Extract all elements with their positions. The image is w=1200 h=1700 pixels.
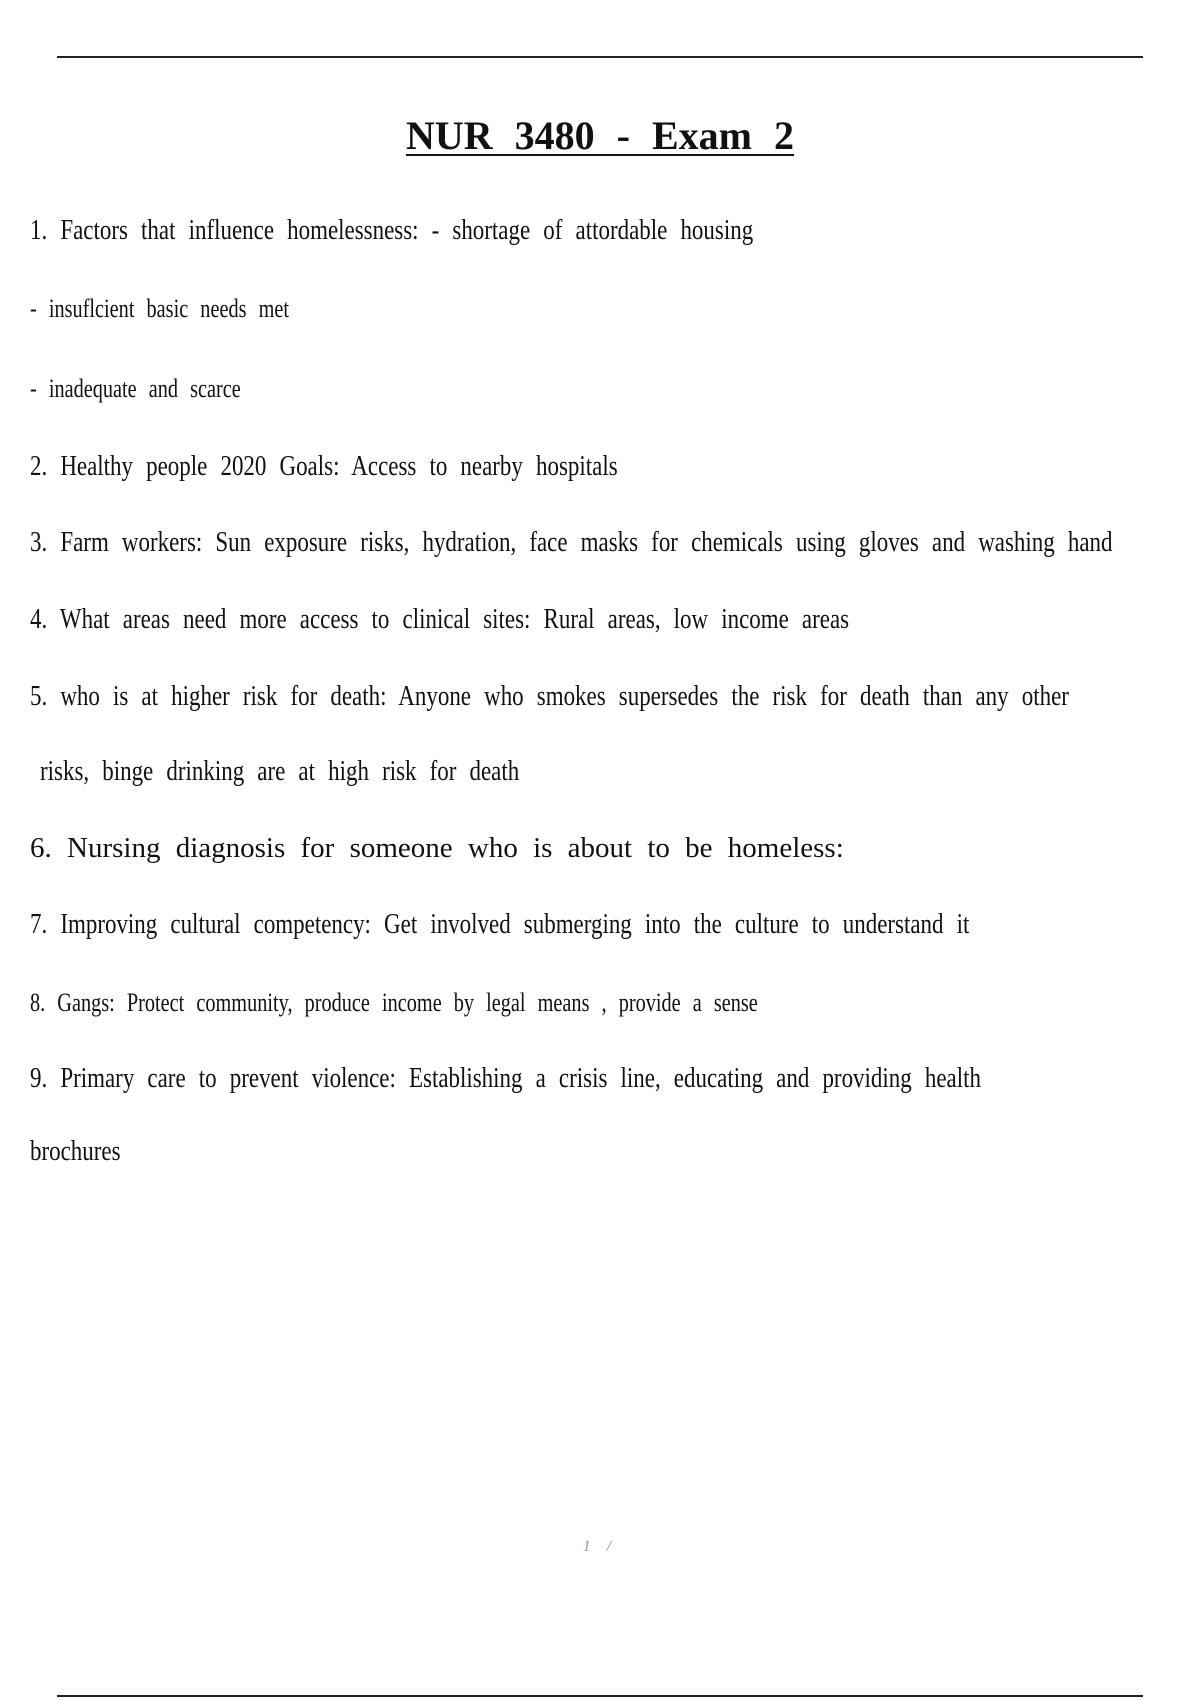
line-5: 3. Farm workers: Sun exposure risks, hydration, face masks for chemicals using gloves and washing hand [30, 527, 1113, 558]
document-title: NUR 3480 - Exam 2 [406, 113, 794, 158]
top-rule [57, 56, 1143, 58]
line-2: - insuflcient basic needs met [30, 294, 289, 323]
line-13: brochures [30, 1136, 121, 1167]
line-9: 6. Nursing diagnosis for someone who is about to be homeless: [30, 832, 844, 864]
line-6: 4. What areas need more access to clinical sites: Rural areas, low income areas [30, 604, 850, 635]
bottom-rule [57, 1695, 1143, 1697]
line-3: - inadequate and scarce [30, 374, 241, 403]
line-11: 8. Gangs: Protect community, produce income by legal means , provide a sense [30, 988, 758, 1017]
line-7: 5. who is at higher risk for death: Anyone who smokes supersedes the risk for death than any other [30, 681, 1069, 712]
line-8: risks, binge drinking are at high risk for death [40, 756, 520, 787]
line-4: 2. Healthy people 2020 Goals: Access to nearby hospitals [30, 451, 618, 482]
page-number: 1 / [582, 1538, 618, 1555]
line-1: 1. Factors that influence homelessness: - shortage of attordable housing [30, 215, 754, 246]
line-10: 7. Improving cultural competency: Get involved submerging into the culture to understand it [30, 909, 970, 940]
line-12: 9. Primary care to prevent violence: Establishing a crisis line, educating and providing health [30, 1063, 981, 1094]
